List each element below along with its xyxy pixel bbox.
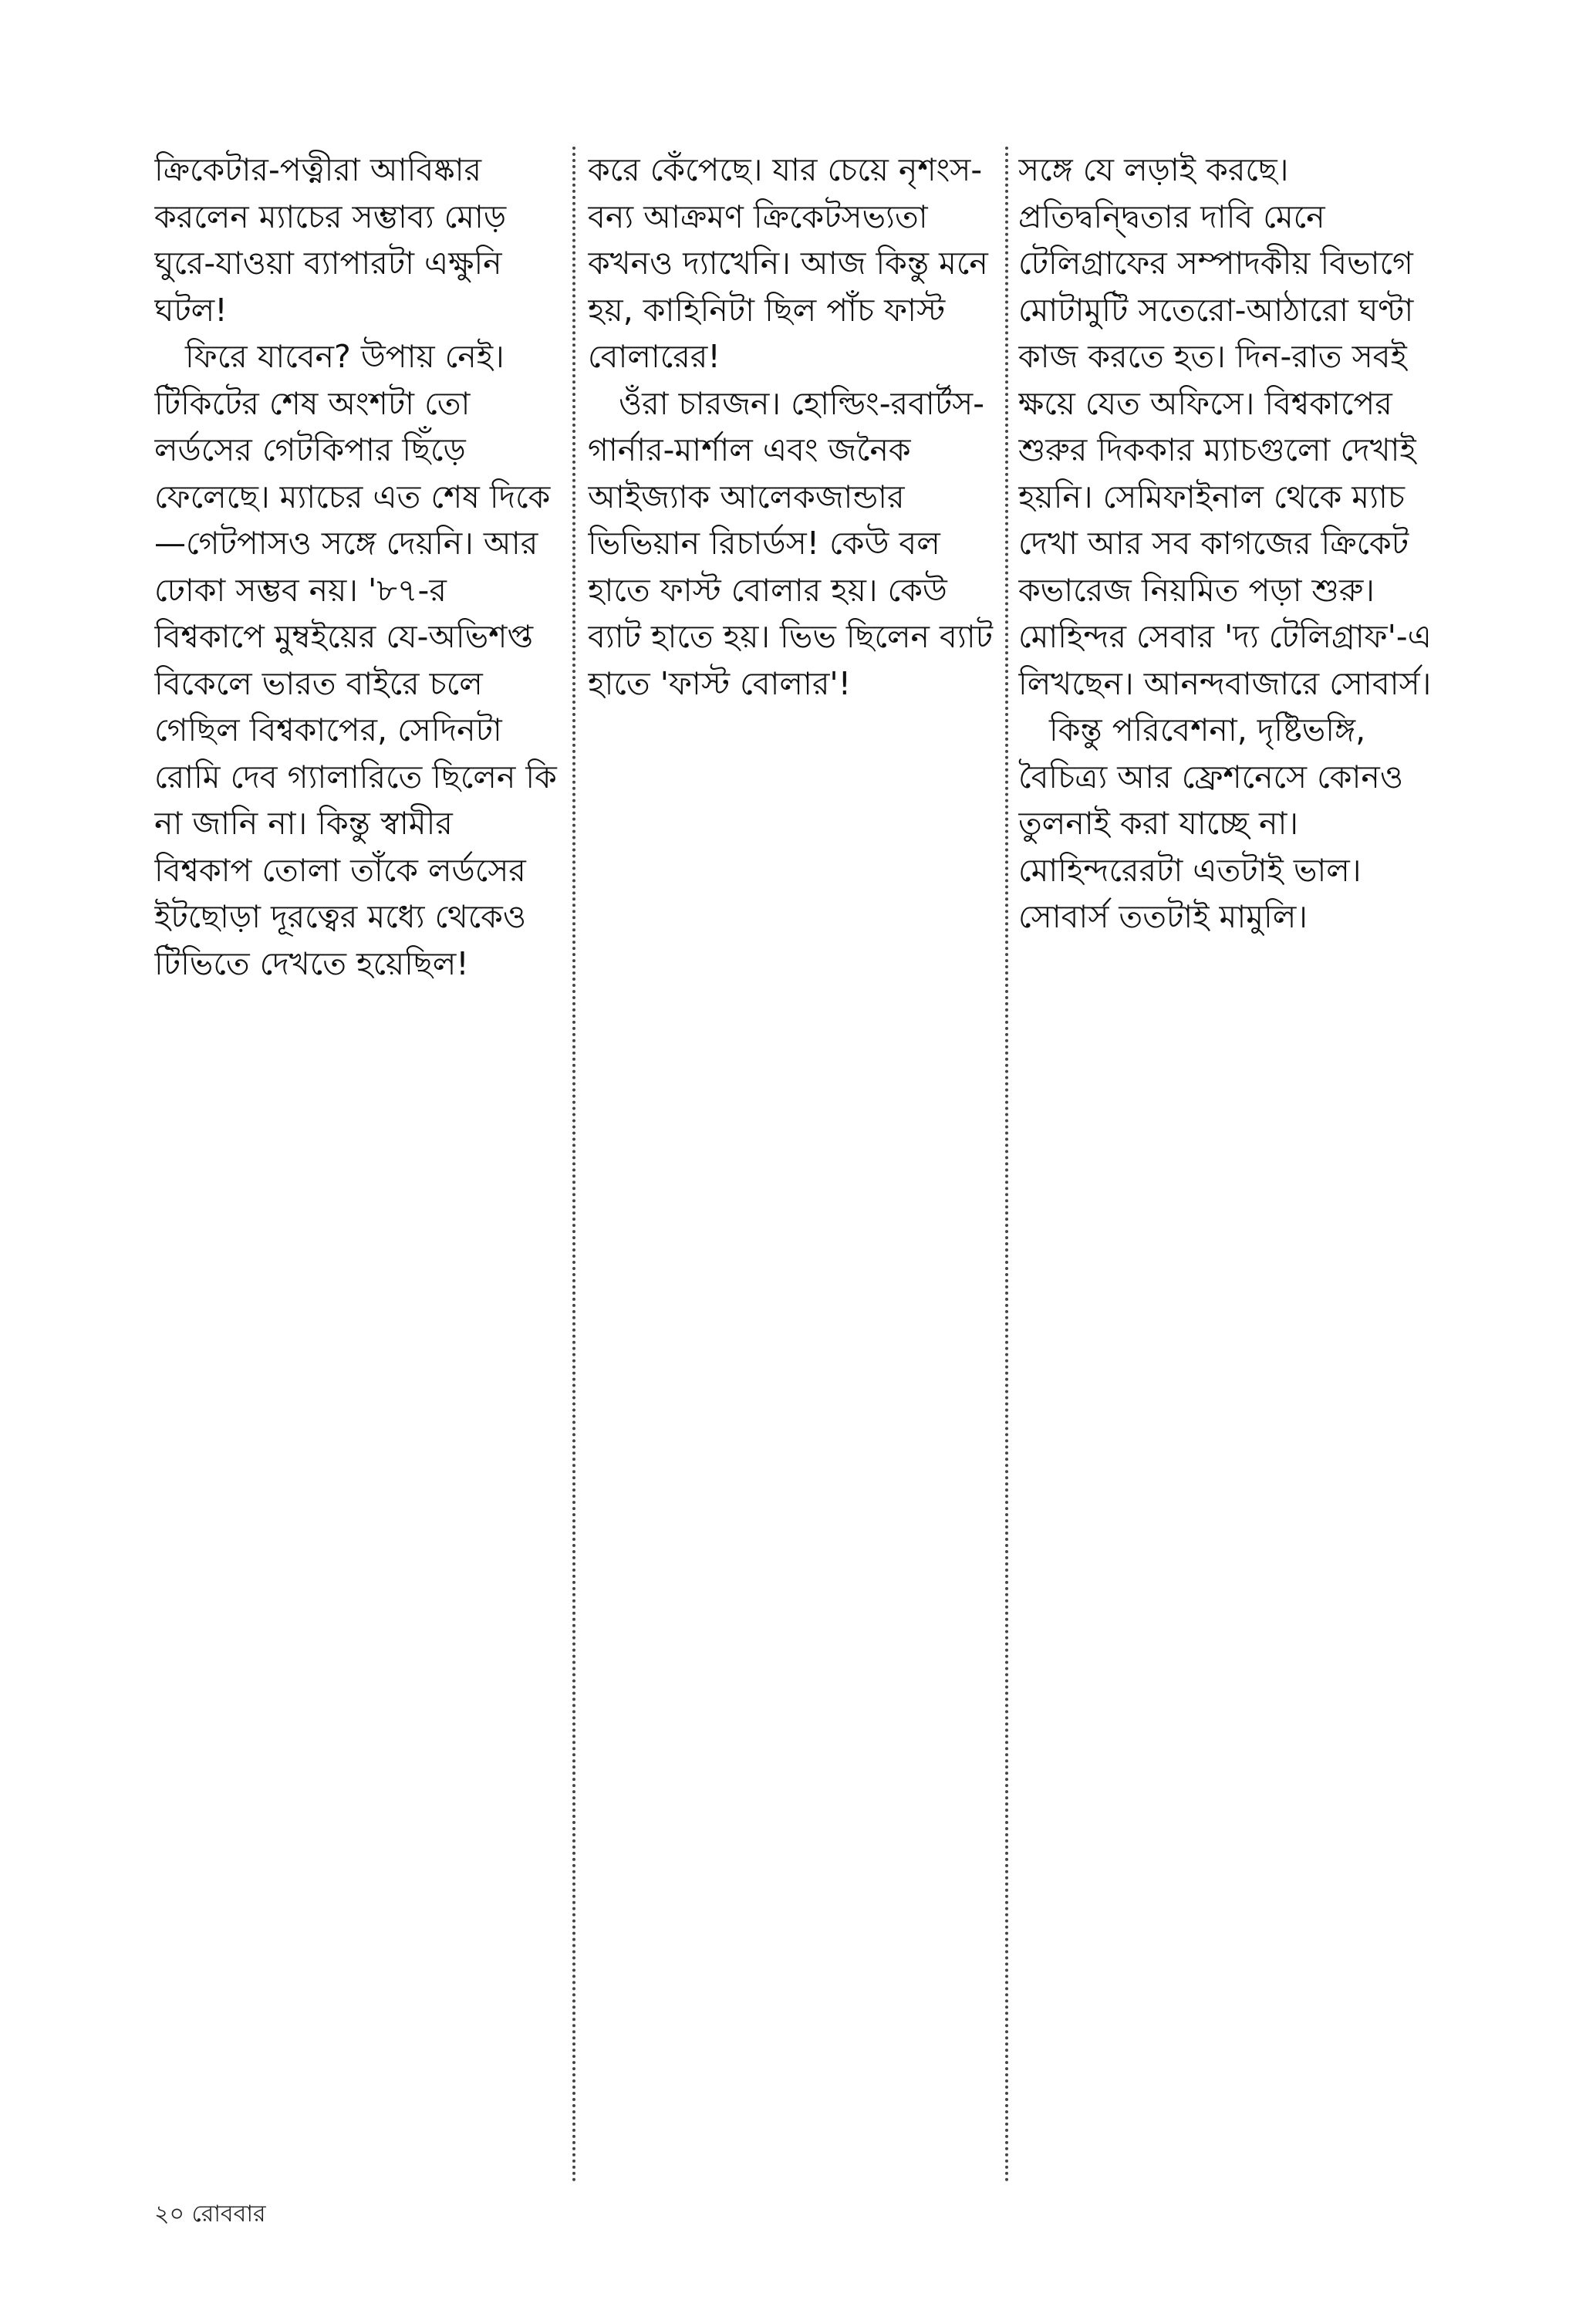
article-column-3	[1018, 147, 1446, 2184]
paragraph: কিন্তু পরিবেশনা, দৃষ্টিভঙ্গি, বৈচিত্র্য আর ফ্রেশনেসে কোনও তুলনাই করা যাচ্ছে না। মোহিন্দরেরটা এতটাই ভাল। সোবার্স ততটাই মামুলি।	[1018, 711, 1404, 935]
column-divider	[1005, 147, 1008, 2184]
article-column-2	[588, 147, 997, 2184]
page-folio: ২০ রোববার	[154, 2201, 266, 2228]
paragraph: ওঁরা চারজন। হোল্ডিং-রবার্টস-গার্নার-মার্শাল এবং জনৈক আইজ্যাক আলেকজান্ডার ভিভিয়ান রিচার্ডস! কেউ বল হাতে ফাস্ট বোলার হয়। কেউ ব্যাট হাতে হয়। ভিভ ছিলেন ব্যাট হাতে 'ফাস্ট বোলার'!	[588, 384, 993, 702]
column-divider	[572, 147, 575, 2184]
paragraph: করে কেঁপেছে। যার চেয়ে নৃশংস-বন্য আক্রমণ ক্রিকেটসভ্যতা কখনও দ্যাখেনি। আজ কিন্তু মনে হয়, কাহিনিটা ছিল পাঁচ ফাস্ট বোলারের!	[588, 151, 988, 375]
paragraph: ফিরে যাবেন? উপায় নেই। টিকিটের শেষ অংশটা তো লর্ডসের গেটকিপার ছিঁড়ে ফেলেছে। ম্যাচের এত শেষ দিকে—গেটপাসও সঙ্গে দেয়নি। আর ঢোকা সম্ভব নয়। '৮৭-র বিশ্বকাপে মুম্বইয়ের যে-অভিশপ্ত বিকেলে ভারত বাইরে চলে গেছিল বিশ্বকাপের, সেদিনটা রোমি দেব গ্যালারিতে ছিলেন কি না জানি না। কিন্তু স্বামীর বিশ্বকাপ তোলা তাঁকে লর্ডসের ইটছোড়া দূরত্বের মধ্যে থেকেও টিভিতে দেখতে হয়েছিল!	[154, 338, 557, 982]
paragraph: সঙ্গে যে লড়াই করছে। প্রতিদ্বন্দ্বিতার দাবি মেনে টেলিগ্রাফের সম্পাদকীয় বিভাগে মোটামুটি সতেরো-আঠারো ঘণ্টা কাজ করতে হত। দিন-রাত সবই ক্ষয়ে যেত অফিসে। বিশ্বকাপের শুরুর দিককার ম্যাচগুলো দেখাই হয়নি। সেমিফাইনাল থেকে ম্যাচ দেখা আর সব কাগজের ক্রিকেট কভারেজ নিয়মিত পড়া শুরু। মোহিন্দর সেবার 'দ্য টেলিগ্রাফ'-এ লিখছেন। আনন্দবাজারে সোবার্স।	[1018, 151, 1432, 702]
article-column-1	[154, 147, 559, 2184]
paragraph: ক্রিকেটার-পত্নীরা আবিষ্কার করলেন ম্যাচের সম্ভাব্য মোড় ঘুরে-যাওয়া ব্যাপারটা এক্ষুনি ঘটল!	[154, 151, 507, 329]
